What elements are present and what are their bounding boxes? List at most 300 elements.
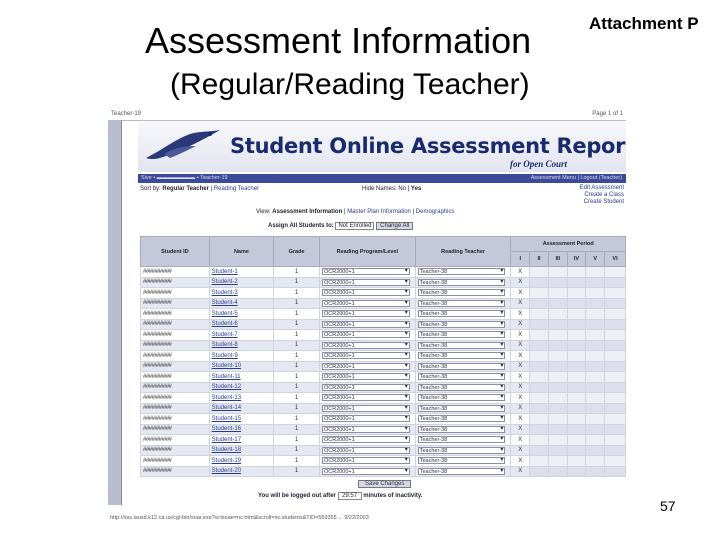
assessment-period-cell[interactable] — [605, 309, 626, 320]
table-row — [141, 382, 626, 393]
student-name-link[interactable]: Student-7 — [209, 330, 274, 341]
reading-program — [319, 330, 415, 341]
reading-program-select[interactable]: OCR2000+1 ▾ — [322, 384, 410, 391]
assessment-period-cell[interactable] — [530, 319, 549, 330]
student-name-link[interactable]: Student-6 — [209, 319, 274, 330]
col-reading-program: Reading Program/Level — [319, 237, 415, 267]
print-header-right: Page 1 of 1 — [592, 111, 623, 117]
table-row — [141, 361, 626, 372]
assessment-period-cell[interactable] — [586, 445, 605, 456]
student-id-cell: ########## — [141, 309, 210, 320]
print-header-left: Teacher-19 — [111, 111, 142, 117]
assessment-period-cell[interactable] — [548, 298, 567, 309]
assessment-period-cell[interactable] — [567, 435, 586, 446]
student-id-cell: ########## — [141, 361, 210, 372]
assessment-period-cell[interactable] — [548, 267, 567, 278]
student-name-link[interactable]: Student-20 — [209, 466, 274, 477]
col-period-2: II — [530, 252, 549, 267]
view-options: View: Assessment Information | Master Plan Information | Demographics — [256, 209, 455, 215]
student-id-cell: ########## — [141, 466, 210, 477]
reading-teacher-select[interactable]: Teacher-38 ▾ — [418, 331, 506, 338]
reading-teacher-select[interactable]: Teacher-38 ▾ — [418, 373, 506, 380]
reading-program-select[interactable]: OCR2000+1 ▾ — [322, 352, 410, 359]
assessment-period-cell[interactable] — [586, 277, 605, 288]
assessment-period-cell[interactable] — [586, 319, 605, 330]
table-row — [141, 456, 626, 467]
student-id-cell: ########## — [141, 372, 210, 383]
student-name-link[interactable]: Student-18 — [209, 445, 274, 456]
assessment-period-cell[interactable] — [605, 403, 626, 414]
grade-cell: 1 — [274, 456, 320, 467]
assessment-period-cell[interactable] — [605, 267, 626, 278]
reading-program-select[interactable]: OCR2000+1 ▾ — [322, 310, 410, 317]
reading-program-select[interactable]: OCR2000+1 ▾ — [322, 321, 410, 328]
grade-cell: 1 — [274, 466, 320, 477]
assessment-period-cell[interactable] — [530, 414, 549, 425]
assessment-period-cell[interactable] — [548, 456, 567, 467]
assessment-mark-cell[interactable]: X — [511, 288, 530, 299]
assessment-period-cell[interactable] — [530, 309, 549, 320]
reading-teacher — [415, 267, 511, 278]
assessment-period-cell[interactable] — [530, 466, 549, 477]
assessment-period-cell[interactable] — [548, 466, 567, 477]
assessment-period-cell[interactable] — [586, 361, 605, 372]
table-row — [141, 445, 626, 456]
assessment-period-cell[interactable] — [567, 330, 586, 341]
reading-teacher-select[interactable]: Teacher-38 ▾ — [418, 342, 506, 349]
student-id-cell: ########## — [141, 288, 210, 299]
nav-bar — [138, 174, 626, 183]
assessment-period-cell[interactable] — [548, 351, 567, 362]
student-id-cell: ########## — [141, 393, 210, 404]
assessment-period-cell[interactable] — [605, 361, 626, 372]
assessment-period-cell[interactable] — [548, 382, 567, 393]
print-footer-url: http://sss.lausd.k12.ca.us/cgi-bin/soar.exe?w:tsoae=nc.html&scroll=nc.students&TID=559355 ... 9/22/2003 — [110, 515, 369, 521]
assessment-period-cell[interactable] — [548, 435, 567, 446]
assessment-period-cell[interactable] — [530, 277, 549, 288]
grade-cell: 1 — [274, 309, 320, 320]
assessment-period-cell[interactable] — [567, 298, 586, 309]
create-student-link[interactable]: Create Student — [583, 199, 624, 205]
student-name-link[interactable]: Student-4 — [209, 298, 274, 309]
col-period-1: I — [511, 252, 530, 267]
assessment-mark-cell[interactable]: X — [511, 277, 530, 288]
assessment-period-cell[interactable] — [548, 340, 567, 351]
app-banner — [138, 122, 626, 172]
student-name-link[interactable]: Student-10 — [209, 361, 274, 372]
col-name: Name — [209, 237, 274, 267]
attachment-label: Attachment P — [589, 14, 699, 33]
reading-program — [319, 414, 415, 425]
student-name-link[interactable]: Student-11 — [209, 372, 274, 383]
reading-program — [319, 435, 415, 446]
grade-cell: 1 — [274, 277, 320, 288]
reading-teacher — [415, 361, 511, 372]
assessment-period-cell[interactable] — [586, 330, 605, 341]
col-student-id: Student ID — [141, 237, 210, 267]
reading-teacher-select[interactable]: Teacher-38 ▾ — [418, 300, 506, 307]
reading-program — [319, 403, 415, 414]
student-name-link[interactable]: Student-12 — [209, 382, 274, 393]
student-name-link[interactable]: Student-15 — [209, 414, 274, 425]
assessment-period-cell[interactable] — [586, 267, 605, 278]
table-row — [141, 466, 626, 477]
nav-menu-links[interactable]: Assessment Menu | Logout (Teacher) — [530, 175, 622, 181]
reading-program-select[interactable]: OCR2000+1 ▾ — [322, 363, 410, 370]
reading-teacher-select[interactable]: Teacher-38 ▾ — [418, 352, 506, 359]
assessment-period-cell[interactable] — [605, 393, 626, 404]
assessment-period-cell[interactable] — [530, 267, 549, 278]
sort-regular-teacher[interactable]: Regular Teacher — [162, 186, 209, 192]
left-frame-bar — [108, 120, 122, 505]
assessment-period-cell[interactable] — [548, 445, 567, 456]
assessment-period-cell[interactable] — [567, 309, 586, 320]
assessment-mark-cell[interactable]: X — [511, 298, 530, 309]
assessment-mark-cell[interactable]: X — [511, 361, 530, 372]
student-id-cell: ########## — [141, 267, 210, 278]
reading-program-select[interactable]: OCR2000+1 ▾ — [322, 415, 410, 422]
assessment-period-cell[interactable] — [548, 372, 567, 383]
app-screenshot — [108, 110, 626, 525]
table-row — [141, 288, 626, 299]
reading-teacher-select[interactable]: Teacher-38 ▾ — [418, 310, 506, 317]
assessment-period-cell[interactable] — [530, 351, 549, 362]
reading-program-select[interactable]: OCR2000+1 ▾ — [322, 342, 410, 349]
assessment-period-cell[interactable] — [586, 414, 605, 425]
hide-names-yes[interactable]: Yes — [410, 186, 422, 192]
grade-cell: 1 — [274, 382, 320, 393]
assessment-mark-cell[interactable]: X — [511, 403, 530, 414]
assessment-period-cell[interactable] — [605, 424, 626, 435]
student-id-cell: ########## — [141, 298, 210, 309]
table-row — [141, 340, 626, 351]
assessment-period-cell[interactable] — [567, 288, 586, 299]
hide-names-no[interactable]: Hide Names: No | — [362, 186, 410, 192]
change-all-button[interactable]: Change All — [376, 222, 413, 230]
assessment-period-cell[interactable] — [586, 351, 605, 362]
student-name-link[interactable]: Student-13 — [209, 393, 274, 404]
assessment-period-cell[interactable] — [567, 424, 586, 435]
assessment-period-cell[interactable] — [530, 382, 549, 393]
assessment-period-cell[interactable] — [548, 361, 567, 372]
assessment-period-cell[interactable] — [530, 361, 549, 372]
assessment-period-cell[interactable] — [567, 466, 586, 477]
assessment-period-cell[interactable] — [530, 445, 549, 456]
student-name-link[interactable]: Student-8 — [209, 340, 274, 351]
assessment-period-cell[interactable] — [567, 319, 586, 330]
assessment-period-cell[interactable] — [567, 351, 586, 362]
assessment-period-cell[interactable] — [586, 382, 605, 393]
app-title: Student Online Assessment Repor — [230, 134, 626, 158]
assessment-period-cell[interactable] — [567, 403, 586, 414]
reading-program — [319, 456, 415, 467]
assessment-period-cell[interactable] — [530, 435, 549, 446]
assessment-period-cell[interactable] — [586, 435, 605, 446]
assessment-period-cell[interactable] — [605, 298, 626, 309]
student-id-cell: ########## — [141, 340, 210, 351]
page-number: 57 — [660, 498, 676, 514]
assessment-period-cell[interactable] — [530, 298, 549, 309]
view-assessment-information[interactable]: Assessment Information — [272, 209, 343, 215]
reading-program — [319, 277, 415, 288]
assessment-period-cell[interactable] — [586, 298, 605, 309]
reading-program — [319, 393, 415, 404]
assessment-period-cell[interactable] — [586, 372, 605, 383]
reading-program — [319, 340, 415, 351]
assessment-period-cell[interactable] — [548, 330, 567, 341]
assessment-period-cell[interactable] — [548, 403, 567, 414]
reading-teacher — [415, 414, 511, 425]
assessment-period-cell[interactable] — [548, 288, 567, 299]
student-id-cell: ########## — [141, 330, 210, 341]
assessment-period-cell[interactable] — [548, 309, 567, 320]
assessment-mark-cell[interactable]: X — [511, 372, 530, 383]
assessment-period-cell[interactable] — [567, 393, 586, 404]
reading-teacher-select[interactable]: Teacher-38 ▾ — [418, 426, 506, 433]
table-row — [141, 435, 626, 446]
assessment-period-cell[interactable] — [586, 340, 605, 351]
table-row — [141, 403, 626, 414]
sort-options: Sort by: Regular Teacher | Reading Teacher — [140, 186, 260, 192]
reading-teacher-select[interactable]: Teacher-38 ▾ — [418, 363, 506, 370]
table-row — [141, 393, 626, 404]
grade-cell: 1 — [274, 372, 320, 383]
assessment-period-cell[interactable] — [605, 340, 626, 351]
reading-teacher — [415, 309, 511, 320]
reading-teacher-select[interactable]: Teacher-38 ▾ — [418, 415, 506, 422]
assessment-period-cell[interactable] — [605, 456, 626, 467]
table-row — [141, 319, 626, 330]
grade-cell: 1 — [274, 288, 320, 299]
reading-program — [319, 298, 415, 309]
reading-teacher-select[interactable]: Teacher-38 ▾ — [418, 289, 506, 296]
reading-teacher — [415, 319, 511, 330]
view-demographics-link[interactable]: Demographics — [415, 209, 455, 215]
assessment-period-cell[interactable] — [548, 319, 567, 330]
assessment-period-cell[interactable] — [605, 277, 626, 288]
reading-teacher-select[interactable]: Teacher-38 ▾ — [418, 321, 506, 328]
view-master-plan-link[interactable]: Master Plan Information — [347, 209, 411, 215]
table-row — [141, 414, 626, 425]
reading-teacher-select[interactable]: Teacher-38 ▾ — [418, 457, 506, 464]
student-id-cell: ########## — [141, 414, 210, 425]
assessment-period-cell[interactable] — [530, 372, 549, 383]
assessment-period-cell[interactable] — [605, 445, 626, 456]
assessment-period-cell[interactable] — [586, 424, 605, 435]
reading-teacher — [415, 466, 511, 477]
reading-program-select[interactable]: OCR2000+1 ▾ — [322, 426, 410, 433]
assessment-mark-cell[interactable]: X — [511, 393, 530, 404]
assessment-period-cell[interactable] — [605, 319, 626, 330]
reading-program-select[interactable]: OCR2000+1 ▾ — [322, 279, 410, 286]
student-id-cell: ########## — [141, 351, 210, 362]
reading-teacher — [415, 424, 511, 435]
reading-program-select[interactable]: OCR2000+1 ▾ — [322, 373, 410, 380]
assessment-period-cell[interactable] — [548, 277, 567, 288]
assessment-period-cell[interactable] — [567, 382, 586, 393]
breadcrumb: Sive • ▬▬▬▬▬▬▬ • Teacher-19 — [141, 175, 228, 181]
app-subtitle: for Open Court — [510, 159, 568, 169]
reading-program-select[interactable]: OCR2000+1 ▾ — [322, 289, 410, 296]
reading-program-select[interactable]: OCR2000+1 ▾ — [322, 300, 410, 307]
grade-cell: 1 — [274, 424, 320, 435]
assessment-period-cell[interactable] — [567, 340, 586, 351]
assessment-period-cell[interactable] — [567, 361, 586, 372]
reading-teacher — [415, 277, 511, 288]
grade-cell: 1 — [274, 351, 320, 362]
assessment-period-cell[interactable] — [530, 403, 549, 414]
assessment-period-cell[interactable] — [605, 414, 626, 425]
logout-prefix: You will be logged out after — [258, 493, 336, 499]
student-name-link[interactable]: Student-16 — [209, 424, 274, 435]
assessment-period-cell[interactable] — [530, 424, 549, 435]
reading-teacher-select[interactable]: Teacher-38 ▾ — [418, 394, 506, 401]
assessment-mark-cell[interactable]: X — [511, 435, 530, 446]
reading-teacher-select[interactable]: Teacher-38 ▾ — [418, 384, 506, 391]
assessment-mark-cell[interactable]: X — [511, 267, 530, 278]
table-header-row — [141, 237, 626, 252]
table-row — [141, 424, 626, 435]
assessment-period-cell[interactable] — [567, 372, 586, 383]
student-name-link[interactable]: Student-9 — [209, 351, 274, 362]
assessment-period-cell[interactable] — [548, 414, 567, 425]
grade-cell: 1 — [274, 267, 320, 278]
reading-program — [319, 361, 415, 372]
assessment-mark-cell[interactable]: X — [511, 309, 530, 320]
reading-teacher-select[interactable]: Teacher-38 ▾ — [418, 279, 506, 286]
student-name-link[interactable]: Student-17 — [209, 435, 274, 446]
assessment-period-cell[interactable] — [530, 456, 549, 467]
reading-teacher-select[interactable]: Teacher-38 ▾ — [418, 405, 506, 412]
reading-teacher-select[interactable]: Teacher-38 ▾ — [418, 447, 506, 454]
assessment-mark-cell[interactable]: X — [511, 414, 530, 425]
student-name-link[interactable]: Student-2 — [209, 277, 274, 288]
save-changes-button[interactable]: Save Changes — [358, 480, 411, 488]
reading-program-select[interactable]: OCR2000+1 ▾ — [322, 457, 410, 464]
table-row — [141, 298, 626, 309]
student-id-cell: ########## — [141, 319, 210, 330]
assessment-mark-cell[interactable]: X — [511, 466, 530, 477]
edit-assessment-link[interactable]: Edit Assessment — [579, 185, 624, 191]
reading-teacher-select[interactable]: Teacher-38 ▾ — [418, 436, 506, 443]
assessment-period-cell[interactable] — [586, 466, 605, 477]
assessment-period-cell[interactable] — [567, 414, 586, 425]
reading-program-select[interactable]: OCR2000+1 ▾ — [322, 436, 410, 443]
assessment-period-cell[interactable] — [586, 403, 605, 414]
assessment-mark-cell[interactable]: X — [511, 330, 530, 341]
grade-cell: 1 — [274, 361, 320, 372]
student-id-cell: ########## — [141, 382, 210, 393]
assessment-period-cell[interactable] — [605, 435, 626, 446]
reading-program-select[interactable]: OCR2000+1 ▾ — [322, 394, 410, 401]
reading-program — [319, 445, 415, 456]
reading-teacher-select[interactable]: Teacher-38 ▾ — [418, 468, 506, 475]
col-reading-teacher: Reading Teacher — [415, 237, 511, 267]
table-row — [141, 330, 626, 341]
reading-teacher — [415, 393, 511, 404]
student-id-cell: ########## — [141, 456, 210, 467]
reading-program — [319, 372, 415, 383]
reading-program — [319, 466, 415, 477]
col-grade: Grade — [274, 237, 320, 267]
reading-teacher — [415, 372, 511, 383]
admin-links — [558, 185, 624, 206]
reading-program — [319, 424, 415, 435]
assessment-period-cell[interactable] — [586, 288, 605, 299]
assessment-mark-cell[interactable]: X — [511, 340, 530, 351]
table-row — [141, 351, 626, 362]
assessment-period-cell[interactable] — [567, 267, 586, 278]
student-name-link[interactable]: Student-19 — [209, 456, 274, 467]
assessment-period-cell[interactable] — [605, 372, 626, 383]
reading-teacher — [415, 435, 511, 446]
reading-program-select[interactable]: OCR2000+1 ▾ — [322, 268, 410, 275]
assessment-period-cell[interactable] — [586, 309, 605, 320]
grade-cell: 1 — [274, 330, 320, 341]
assign-all-select[interactable]: Not Enrolled — [335, 222, 374, 230]
assessment-mark-cell[interactable]: X — [511, 319, 530, 330]
assessment-period-cell[interactable] — [605, 382, 626, 393]
reading-program-select[interactable]: OCR2000+1 ▾ — [322, 447, 410, 454]
logout-timer: 29:57 — [338, 492, 362, 500]
reading-teacher — [415, 351, 511, 362]
col-period-6: VI — [605, 252, 626, 267]
assessment-period-cell[interactable] — [567, 277, 586, 288]
assessment-period-cell[interactable] — [530, 340, 549, 351]
student-name-link[interactable]: Student-5 — [209, 309, 274, 320]
grade-cell: 1 — [274, 435, 320, 446]
assessment-mark-cell[interactable]: X — [511, 351, 530, 362]
assessment-mark-cell[interactable]: X — [511, 456, 530, 467]
student-name-link[interactable]: Student-3 — [209, 288, 274, 299]
sort-reading-teacher-link[interactable]: Reading Teacher — [213, 186, 260, 192]
reading-teacher — [415, 298, 511, 309]
assessment-period-cell[interactable] — [586, 393, 605, 404]
assessment-period-cell[interactable] — [567, 456, 586, 467]
assessment-period-cell[interactable] — [605, 466, 626, 477]
hide-names-options — [362, 186, 421, 192]
assessment-mark-cell[interactable]: X — [511, 445, 530, 456]
grade-cell: 1 — [274, 414, 320, 425]
assessment-mark-cell[interactable]: X — [511, 382, 530, 393]
create-class-link[interactable]: Create a Class — [584, 192, 624, 198]
reading-program-select[interactable]: OCR2000+1 ▾ — [322, 468, 410, 475]
assessment-period-cell[interactable] — [548, 424, 567, 435]
assessment-period-cell[interactable] — [586, 456, 605, 467]
assessment-period-cell[interactable] — [548, 393, 567, 404]
grade-cell: 1 — [274, 445, 320, 456]
table-row — [141, 372, 626, 383]
assessment-period-cell[interactable] — [567, 445, 586, 456]
student-name-link[interactable]: Student-14 — [209, 403, 274, 414]
assign-all-row — [268, 222, 413, 230]
assessment-period-cell[interactable] — [605, 351, 626, 362]
student-id-cell: ########## — [141, 435, 210, 446]
grade-cell: 1 — [274, 393, 320, 404]
reading-program-select[interactable]: OCR2000+1 ▾ — [322, 331, 410, 338]
reading-teacher-select[interactable]: Teacher-38 ▾ — [418, 268, 506, 275]
reading-program-select[interactable]: OCR2000+1 ▾ — [322, 405, 410, 412]
assessment-mark-cell[interactable]: X — [511, 424, 530, 435]
student-name-link[interactable]: Student-1 — [209, 267, 274, 278]
assessment-period-cell[interactable] — [530, 393, 549, 404]
assessment-period-cell[interactable] — [530, 330, 549, 341]
assessment-period-cell[interactable] — [605, 330, 626, 341]
browser-print-header — [108, 110, 626, 121]
slide-subtitle: (Regular/Reading Teacher) — [170, 68, 530, 101]
assessment-period-cell[interactable] — [530, 288, 549, 299]
assessment-period-cell[interactable] — [605, 288, 626, 299]
